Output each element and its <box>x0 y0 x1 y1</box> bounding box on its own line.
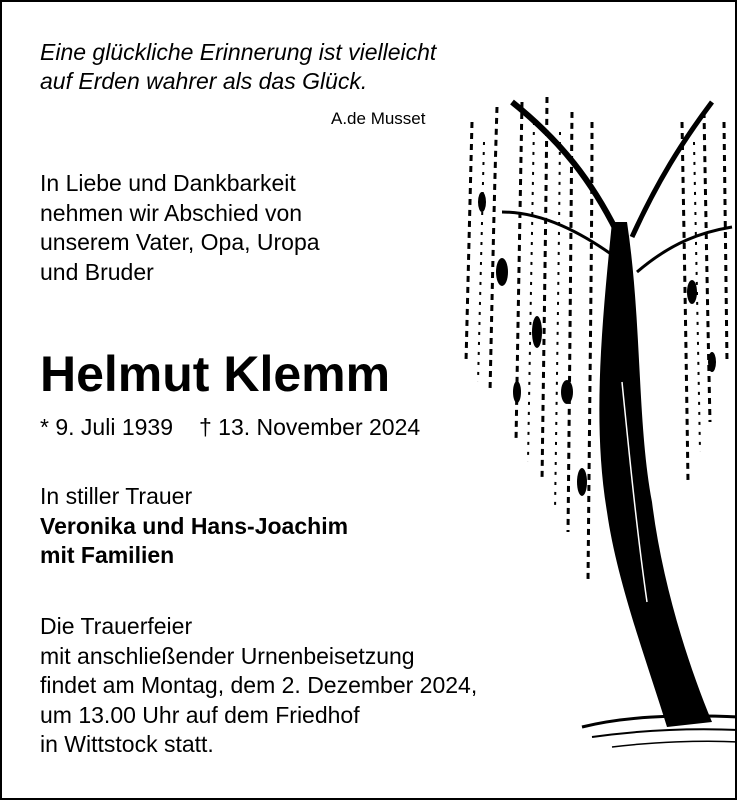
weeping-willow-illustration <box>442 62 737 762</box>
mourner-names: mit Familien <box>40 542 175 568</box>
funeral-line: um 13.00 Uhr auf dem Friedhof <box>40 701 360 728</box>
funeral-line: findet am Montag, dem 2. Dezember 2024, <box>40 672 478 698</box>
funeral-line: in Wittstock statt. <box>40 731 214 757</box>
intro-line: und Bruder <box>40 258 154 285</box>
life-dates <box>40 412 420 442</box>
quote <box>40 38 436 96</box>
deceased-name: Helmut Klemm <box>40 346 391 402</box>
intro-line: nehmen wir Abschied von <box>40 199 303 226</box>
intro-text <box>40 169 320 287</box>
intro-line: In Liebe und Dankbarkeit <box>40 170 296 196</box>
mourners-intro: In stiller Trauer <box>40 483 193 509</box>
intro-line: unserem Vater, Opa, Uropa <box>40 229 320 255</box>
mourners <box>40 482 348 571</box>
quote-line: auf Erden wahrer als das Glück. <box>40 68 368 94</box>
quote-author: A.de Musset <box>331 109 426 128</box>
death-date: † 13. November 2024 <box>198 414 421 440</box>
mourner-names: Veronika und Hans-Joachim <box>40 512 349 539</box>
quote-line: Eine glückliche Erinnerung ist vielleicht <box>40 39 437 65</box>
funeral-line: Die Trauerfeier <box>40 613 193 639</box>
funeral-info <box>40 612 477 760</box>
birth-date: * 9. Juli 1939 <box>40 414 173 440</box>
funeral-line: mit anschließender Urnenbeisetzung <box>40 642 415 669</box>
